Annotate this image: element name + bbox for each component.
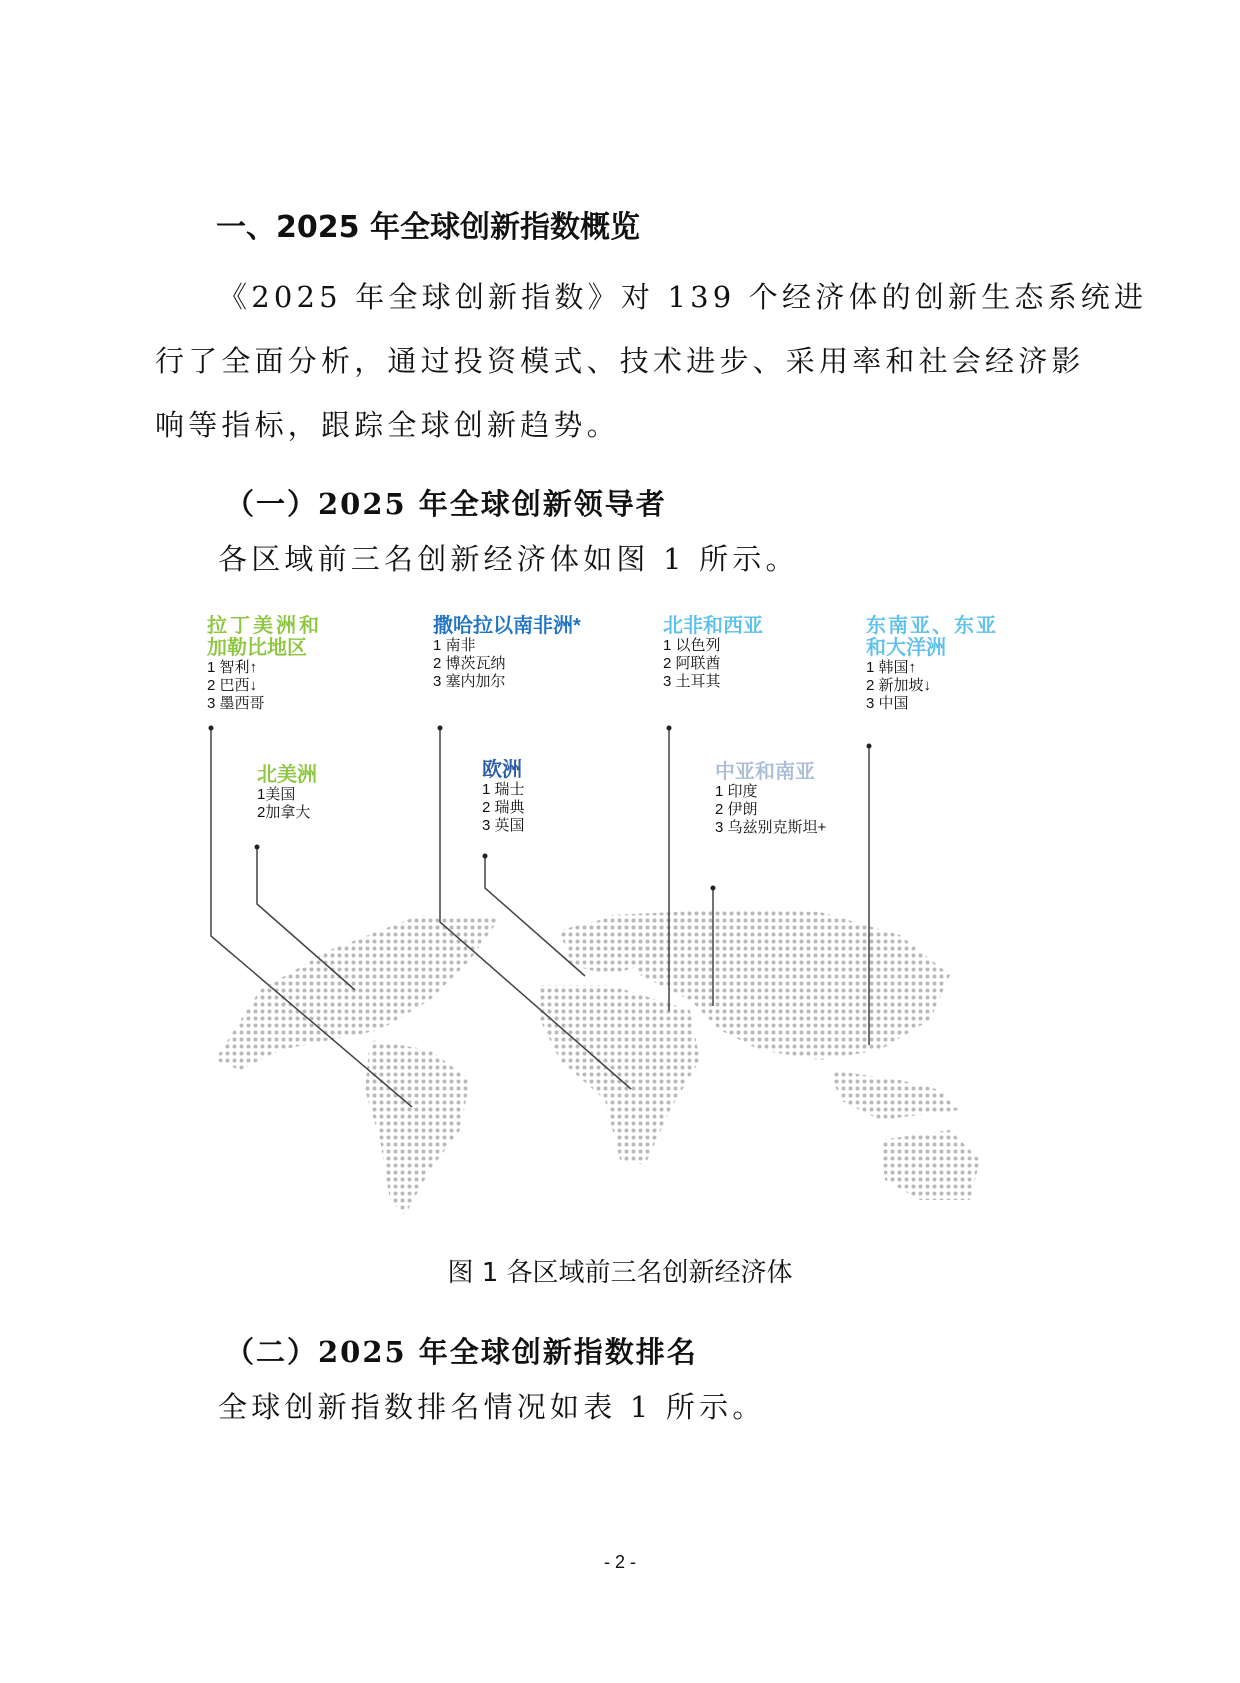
region-title: 拉丁美洲和 (207, 615, 322, 637)
region-europe (482, 759, 525, 835)
rank-item: 2 伊朗 (715, 801, 758, 818)
section-title: 一、2025 年全球创新指数概览 (216, 210, 640, 245)
rank-item: 3 塞内加尔 (433, 673, 506, 690)
rank-item: 3 乌兹别克斯坦+ (715, 819, 827, 836)
subsection-title-2: （二）2025 年全球创新指数排名 (225, 1335, 698, 1369)
region-north-america (257, 764, 317, 822)
region-title: 北美洲 (257, 764, 317, 786)
region-title: 北非和西亚 (663, 615, 763, 637)
region-east-asia-oceania (866, 615, 998, 713)
region-title: 和大洋洲 (866, 637, 946, 659)
intro-line-1: 《2025 年全球创新指数》对 139 个经济体的创新生态系统进 (218, 280, 1148, 314)
figure-caption: 图 1 各区域前三名创新经济体 (447, 1258, 793, 1288)
intro-line-2: 行了全面分析，通过投资模式、技术进步、采用率和社会经济影 (155, 344, 1085, 378)
region-title: 加勒比地区 (207, 637, 307, 659)
region-title: 欧洲 (482, 759, 522, 781)
subsection-text-2: 全球创新指数排名情况如表 1 所示。 (218, 1390, 766, 1424)
rank-item: 3 中国 (866, 695, 909, 712)
rank-item: 2 巴西↓ (207, 677, 258, 694)
region-central-south-asia (715, 761, 826, 837)
subsection-title-1: （一）2025 年全球创新领导者 (225, 487, 667, 521)
rank-item: 2加拿大 (257, 804, 311, 821)
rank-item: 3 土耳其 (663, 673, 721, 690)
rank-item: 3 英国 (482, 817, 525, 834)
region-sub-saharan-africa (433, 615, 581, 691)
rank-item: 1美国 (257, 786, 296, 803)
region-title: 东南亚、东亚 (866, 615, 998, 637)
region-latin-america (207, 615, 322, 713)
rank-item: 1 印度 (715, 783, 758, 800)
subsection-text-1: 各区域前三名创新经济体如图 1 所示。 (218, 542, 799, 576)
region-north-africa-west-asia (663, 615, 763, 691)
rank-item: 2 新加坡↓ (866, 677, 932, 694)
rank-item: 2 阿联酋 (663, 655, 721, 672)
region-title: 中亚和南亚 (715, 761, 815, 783)
dotted-continents (215, 910, 980, 1215)
intro-line-3: 响等指标，跟踪全球创新趋势。 (155, 408, 620, 442)
rank-item: 3 墨西哥 (207, 695, 265, 712)
rank-item: 1 南非 (433, 637, 476, 654)
rank-item: 2 博茨瓦纳 (433, 655, 506, 672)
rank-item: 1 瑞士 (482, 781, 525, 798)
region-title: 撒哈拉以南非洲* (433, 615, 581, 637)
page-number: - 2 - (603, 1552, 636, 1572)
rank-item: 2 瑞典 (482, 799, 525, 816)
rank-item: 1 韩国↑ (866, 659, 917, 676)
rank-item: 1 智利↑ (207, 659, 258, 676)
rank-item: 1 以色列 (663, 637, 721, 654)
